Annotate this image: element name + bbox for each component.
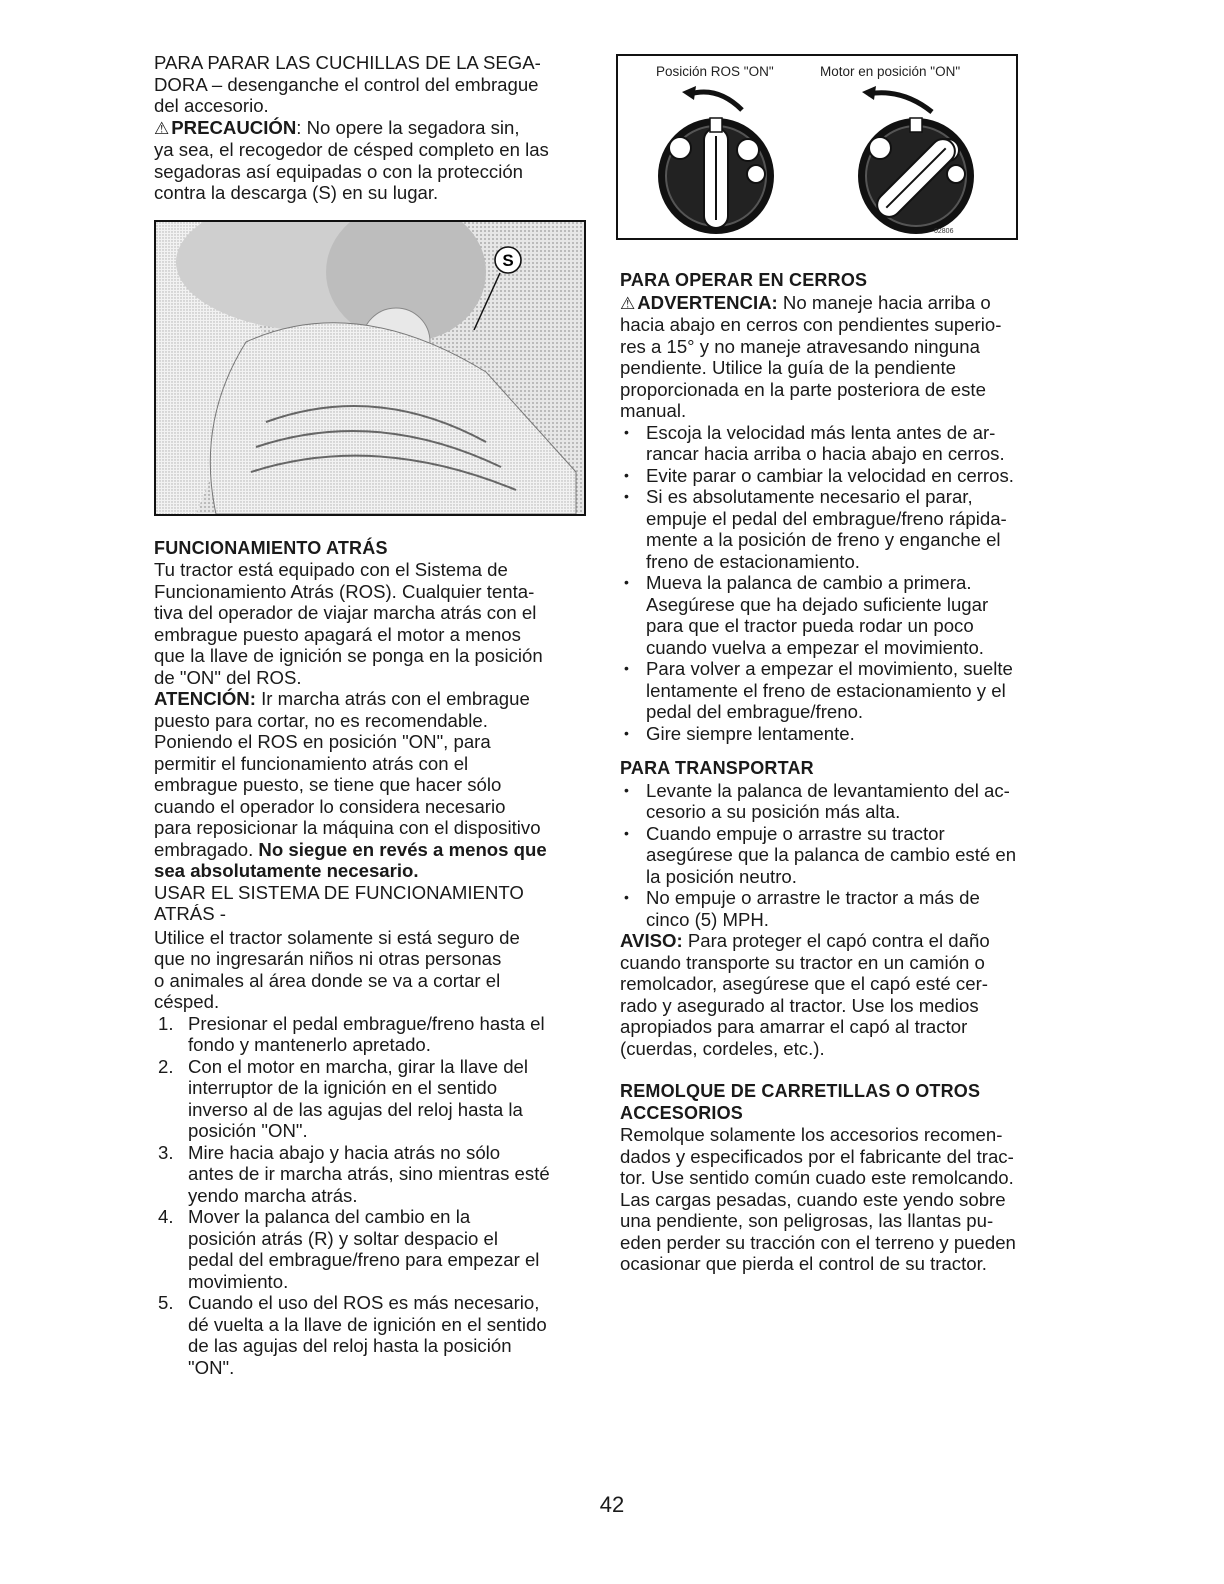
precaucion-paragraph: ⚠ PRECAUCIÓN: No opere la segadora sin, ya sea, el recogedor de césped completo en las segadoras así equipadas o con la protección contra la descarga (S) en su lugar. [154,116,549,203]
advertencia-paragraph: ⚠ ADVERTENCIA: No maneje hacia arriba o hacia abajo en cerros con pendientes superio- res a 15° y no maneje atravesando ninguna pendiente. Utilice la guía de la pendiente proporcionada en la parte posteriora de este manual. [620,291,1002,421]
mower-illustration [156,222,584,514]
list-item: • No empuje o arrastre le tractor a más de cinco (5) MPH. [620,887,1060,930]
cerros-heading: PARA OPERAR EN CERROS [620,270,868,290]
ignition-switch-motor-icon [858,86,974,234]
caption-motor-on: Motor en posición "ON" [820,64,961,79]
figure-label-s: S [502,250,514,270]
transportar-heading: PARA TRANSPORTAR [620,758,814,778]
ignition-switch-ros-icon [658,86,774,234]
remolque-heading: REMOLQUE DE CARRETILLAS O OTROS ACCESORIOS [620,1081,981,1123]
ros-heading: FUNCIONAMIENTO ATRÁS [154,537,388,558]
ros-paragraph: Tu tractor está equipado con el Sistema de Funcionamiento Atrás (ROS). Cualquier tenta- tiva del operador de viajar marcha atrás con el embrague puesto apagará el motor a menos que la llave de ignición se ponga en la posición de "ON" del ROS. [154,559,543,688]
list-item: • Mueva la palanca de cambio a primera. Asegúrese que ha dejado suficiente lugar para que el tractor pueda rodar un poco cuando vuelva a empezar el movimiento. [620,572,1060,658]
list-item: • Evite parar o cambiar la velocidad en cerros. [620,465,1060,487]
ignition-switch-illustration [618,56,1016,238]
utilice-paragraph: Utilice el tractor solamente si está seguro de que no ingresarán niños ni otras personas o animales al área donde se va a cortar el césped. [154,926,520,1012]
list-item: • Escoja la velocidad más lenta antes de ar- rancar hacia arriba o hacia abajo en cerros. [620,422,1060,465]
left-column [154,52,590,1378]
warning-icon: ⚠ [154,118,170,138]
warning-icon: ⚠ [620,293,636,313]
list-item: 4. Mover la palanca del cambio en la posición atrás (R) y soltar despacio el pedal del embrague/freno para empezar el movimiento. [158,1206,540,1292]
aviso-paragraph: AVISO: Para proteger el capó contra el daño cuando transporte su tractor en un camión o remolcador, asegúrese que el capó esté cer- rado y asegurado al tractor. Use los medios apropiados para amarrar el capó al tractor (cuerdas, cordeles, etc.). [620,930,990,1059]
ignition-switch-figure [616,54,1018,240]
list-item: 1. Presionar el pedal embrague/freno hasta el fondo y mantenerlo apretado. [158,1012,545,1055]
list-item: • Cuando empuje o arrastre su tractor asegúrese que la palanca de cambio esté en la posición neutro. [620,823,1060,888]
list-item: • Levante la palanca de levantamiento del ac- cesorio a su posición más alta. [620,780,1060,823]
list-item: 2. Con el motor en marcha, girar la llave del interruptor de la ignición en el sentido inverso al de las agujas del reloj hasta la posición "ON". [158,1055,529,1141]
list-item: • Si es absolutamente necesario el parar, empuje el pedal del embrague/freno rápida- mente a la posición de freno y enganche el freno de estacionamiento. [620,486,1060,572]
list-item: • Para volver a empezar el movimiento, suelte lentamente el freno de estacionamiento y el pedal del embrague/freno. [620,658,1060,723]
remolque-paragraph: Remolque solamente los accesorios recomen- dados y especificados por el fabricante del trac- tor. Use sentido común cuado este remolcando. Las cargas pesadas, cuando este yendo sobre una pendiente, son peligrosas, las llantas pu- eden perder su tracción con el terreno y pueden ocasionar que pierda el control de su tractor. [620,1124,1016,1274]
intro-paragraph: PARA PARAR LAS CUCHILLAS DE LA SEGA- DORA – desenganche el control del embrague del accesorio. [154,52,541,116]
discharge-guard-figure [154,220,586,516]
usar-heading: USAR EL SISTEMA DE FUNCIONAMIENTO ATRÁS - [154,881,524,924]
transportar-bullet-list [620,780,1060,931]
right-column [620,270,1060,1275]
list-item: 5. Cuando el uso del ROS es más necesario, dé vuelta a la llave de ignición en el sentido de las agujas del reloj hasta la posición "ON". [158,1292,547,1378]
atencion-paragraph: ATENCIÓN: Ir marcha atrás con el embrague puesto para cortar, no es recomendable. Poniendo el ROS en posición "ON", para permitir el funcionamiento atrás con el embrague puesto, se tiene que hacer sólo cuando el operador lo considera necesario para reposicionar la máquina con el dispositivo embragado. No siegue en revés a menos que sea absolutamente necesario. [154,688,547,881]
caption-ros-on: Posición ROS "ON" [656,64,774,79]
list-item: • Gire siempre lentamente. [620,723,1060,745]
ros-steps-list [154,1013,590,1379]
list-item: 3. Mire hacia abajo y hacia atrás no sólo antes de ir marcha atrás, sino mientras esté yendo marcha atrás. [158,1141,550,1206]
cerros-bullet-list [620,422,1060,745]
page-number: 42 [599,1492,625,1517]
figure-code: 02806 [934,228,954,235]
